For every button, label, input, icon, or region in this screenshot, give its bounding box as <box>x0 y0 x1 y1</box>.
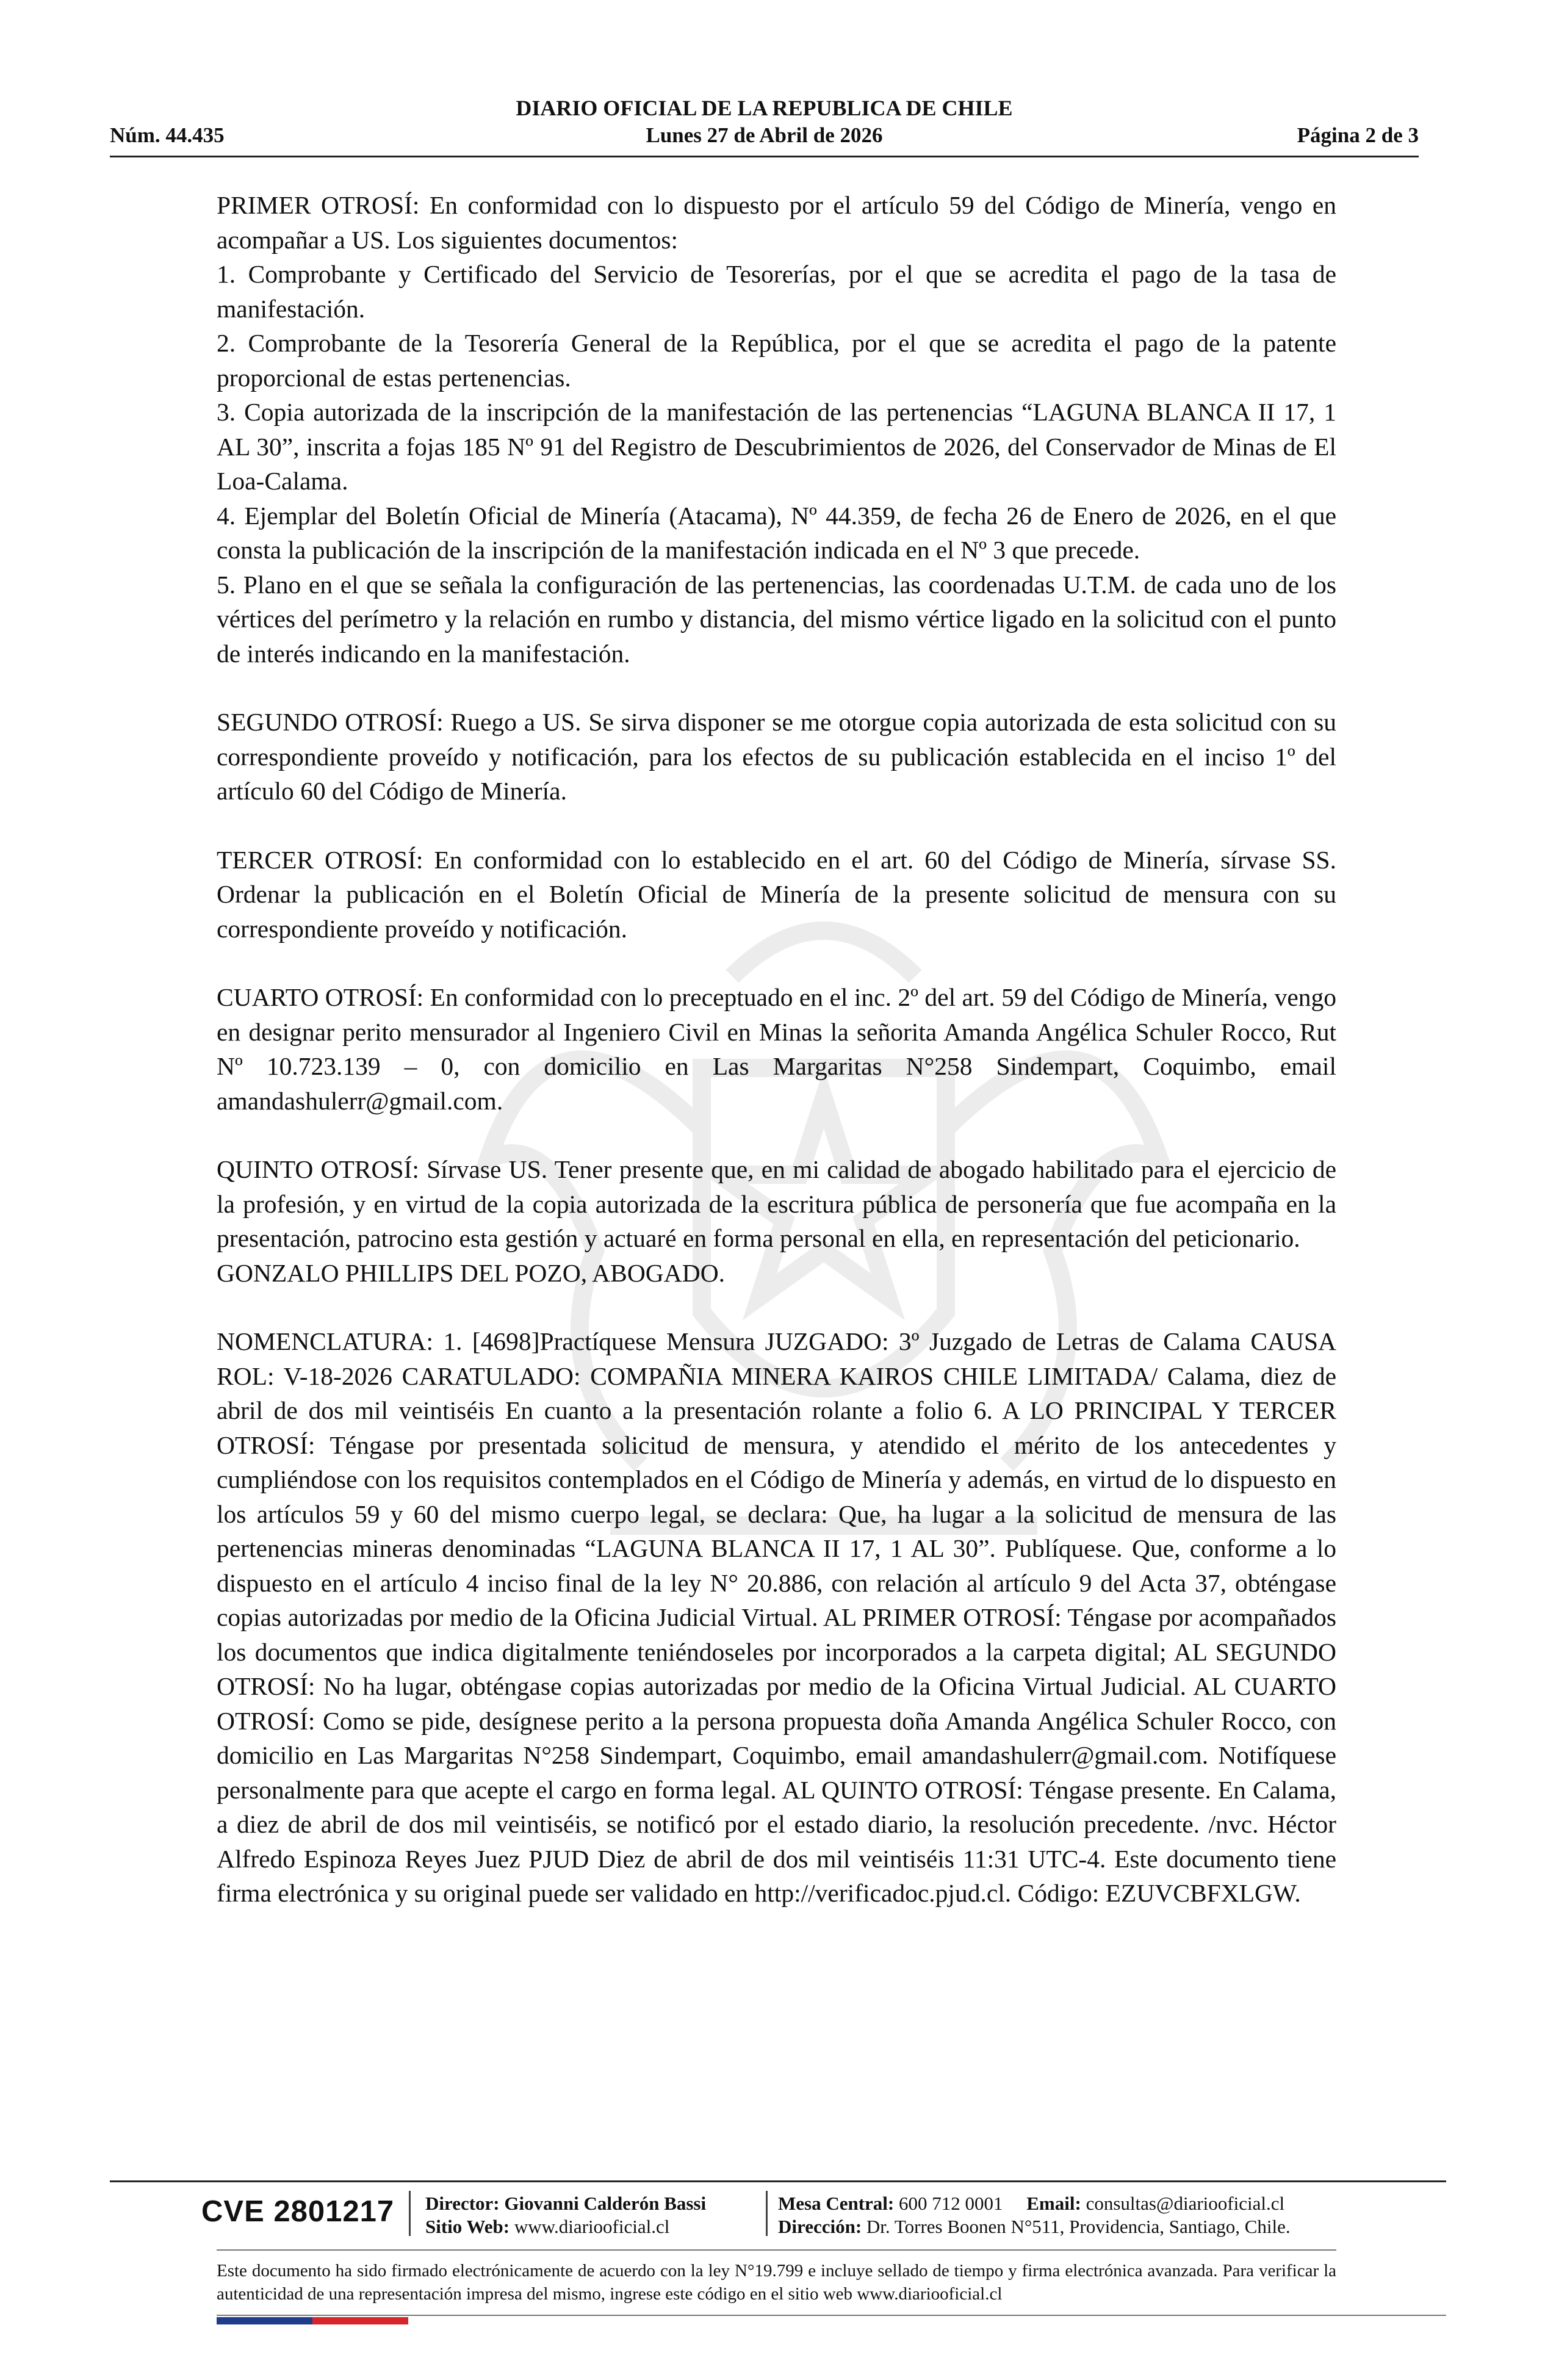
tercer-otrosi: TERCER OTROSÍ: En conformidad con lo establecido en el art. 60 del Código de Minería, sírvase SS. Ordenar la publicación en el Boletín Oficial de Minería de la presente solicitud de mensura con su correspondiente proveído y notificación. <box>217 845 1336 943</box>
document-item-3: 3. Copia autorizada de la inscripción de la manifestación de las pertenencias “LAGUNA BLANCA II 17, 1 AL 30”, inscrita a fojas 185 Nº 91 del Registro de Descubrimientos de 2026, del Conservador de Minas de El Loa-Calama. <box>217 398 1336 495</box>
legal-notice: Este documento ha sido firmado electrónicamente de acuerdo con la ley N°19.799 e incluye sellado de tiempo y firma electrónica avanzada. Para verificar la autenticidad de una representación impresa del mismo, ingrese este código en el sitio web www.diariooficial.cl <box>217 2261 1336 2304</box>
email-label: Email: <box>1026 2193 1081 2214</box>
issue-date: Lunes 27 de Abril de 2026 <box>646 123 883 147</box>
footer-director-block <box>425 2192 706 2238</box>
mesa-label: Mesa Central: <box>778 2193 895 2214</box>
document-item-4: 4. Ejemplar del Boletín Oficial de Minería (Atacama), Nº 44.359, de fecha 26 de Enero de 2026, en el que consta la publicación de la inscripción de la manifestación indicada en el Nº 3 que precede. <box>217 501 1336 564</box>
lawyer-signature: GONZALO PHILLIPS DEL POZO, ABOGADO. <box>217 1258 726 1287</box>
nomenclatura: NOMENCLATURA: 1. [4698]Practíquese Mensura JUZGADO: 3º Juzgado de Letras de Calama CAUSA ROL: V-18-2026 CARATULADO: COMPAÑIA MINERA KAIROS CHILE LIMITADA/ Calama, diez de abril de dos mil veintiséis En cuanto a la presentación rolante a folio 6. A LO PRINCIPAL Y TERCER OTROSÍ: Téngase por presentada solicitud de mensura, y atendido el mérito de los antecedentes y cumpliéndose con los requisitos contemplados en el Código de Minería y además, en virtud de lo dispuesto en los artículos 59 y 60 del mismo cuerpo legal, se declara: Que, ha lugar a la solicitud de mensura de las pertenencias mineras denominadas “LAGUNA BLANCA II 17, 1 AL 30”. Publíquese. Que, conforme a lo dispuesto en el artículo 4 inciso final de la ley N° 20.886, con relación al artículo 9 del Acta 37, obténgase copias autorizadas por medio de la Oficina Judicial Virtual. AL PRIMER OTROSÍ: Téngase por acompañados los documentos que indica digitalmente teniéndoseles por incorporados a la carpeta digital; AL SEGUNDO OTROSÍ: No ha lugar, obténgase copias autorizadas por medio de la Oficina Virtual Judicial. AL CUARTO OTROSÍ: Como se pide, desígnese perito a la persona propuesta doña Amanda Angélica Schuler Rocco, con domicilio en Las Margaritas N°258 Sindempart, Coquimbo, email amandashulerr@gmail.com. Notifíquese personalmente para que acepte el cargo en forma legal. AL QUINTO OTROSÍ: Téngase presente. En Calama, a diez de abril de dos mil veintiséis, se notificó por el estado diario, la resolución precedente. /nvc. Héctor Alfredo Espinoza Reyes Juez PJUD Diez de abril de dos mil veintiséis 11:31 UTC-4. Este documento tiene firma electrónica y su original puede ser validado en http://verificadoc.pjud.cl. Código: EZUVCBFXLGW. <box>217 1327 1336 1907</box>
document-item-2: 2. Comprobante de la Tesorería General de la República, por el que se acredita el pago de la patente proporcional de estas pertenencias. <box>217 329 1336 392</box>
newspaper-title: DIARIO OFICIAL DE LA REPUBLICA DE CHILE <box>516 96 1013 120</box>
document-item-5: 5. Plano en el que se señala la configuración de las pertenencias, las coordenadas U.T.M. de cada uno de los vértices del perímetro y la relación en rumbo y distancia, del mismo vértice ligado en la solicitud con el punto de interés indicando en la manifestación. <box>217 570 1336 668</box>
footer-divider-bottom <box>217 2315 1446 2316</box>
issue-number: Núm. 44.435 <box>110 123 225 147</box>
page-header <box>110 92 1419 157</box>
primer-otrosi-intro: PRIMER OTROSÍ: En conformidad con lo dispuesto por el artículo 59 del Código de Minería, vengo en acompañar a US. Los siguientes documentos: <box>217 191 1336 254</box>
cve-code: CVE 2801217 <box>201 2195 395 2228</box>
website-label: Sitio Web: <box>425 2216 510 2237</box>
footer-divider-top <box>110 2180 1446 2182</box>
address-label: Dirección: <box>778 2216 862 2237</box>
director-label: Director: <box>425 2193 500 2214</box>
chile-flag-stripe <box>217 2317 408 2324</box>
flag-red-stripe <box>312 2317 408 2324</box>
director-name: Giovanni Calderón Bassi <box>504 2193 707 2214</box>
document-item-1: 1. Comprobante y Certificado del Servicio de Tesorerías, por el que se acredita el pago de la tasa de manifestación. <box>217 260 1336 323</box>
footer-divider-mid <box>217 2249 1336 2251</box>
website-link[interactable]: www.diariooficial.cl <box>514 2216 670 2237</box>
email-link[interactable]: consultas@diariooficial.cl <box>1086 2193 1285 2214</box>
cuarto-otrosi: CUARTO OTROSÍ: En conformidad con lo preceptuado en el inc. 2º del art. 59 del Código de Minería, vengo en designar perito mensurador al Ingeniero Civil en Minas la señorita Amanda Angélica Schuler Rocco, Rut Nº 10.723.139 – 0, con domicilio en Las Margaritas N°258 Sindempart, Coquimbo, email amandashulerr@gmail.com. <box>217 983 1336 1115</box>
document-body <box>217 188 1336 1911</box>
page-number: Página 2 de 3 <box>1297 123 1419 147</box>
footer-contact-block <box>778 2192 1291 2238</box>
flag-blue-stripe <box>217 2317 312 2324</box>
footer-separator <box>766 2191 768 2236</box>
footer-separator <box>409 2191 411 2236</box>
address-value: Dr. Torres Boonen N°511, Providencia, Santiago, Chile. <box>866 2216 1291 2237</box>
quinto-otrosi: QUINTO OTROSÍ: Sírvase US. Tener presente que, en mi calidad de abogado habilitado para el ejercicio de la profesión, y en virtud de la copia autorizada de la escritura pública de personería que fue acompaña en la presentación, patrocino esta gestión y actuaré en forma personal en ella, en representación del peticionario. <box>217 1155 1336 1252</box>
mesa-phone: 600 712 0001 <box>899 2193 1003 2214</box>
segundo-otrosi: SEGUNDO OTROSÍ: Ruego a US. Se sirva disponer se me otorgue copia autorizada de esta solicitud con su correspondiente proveído y notificación, para los efectos de su publicación establecida en el inciso 1º del artículo 60 del Código de Minería. <box>217 708 1336 805</box>
